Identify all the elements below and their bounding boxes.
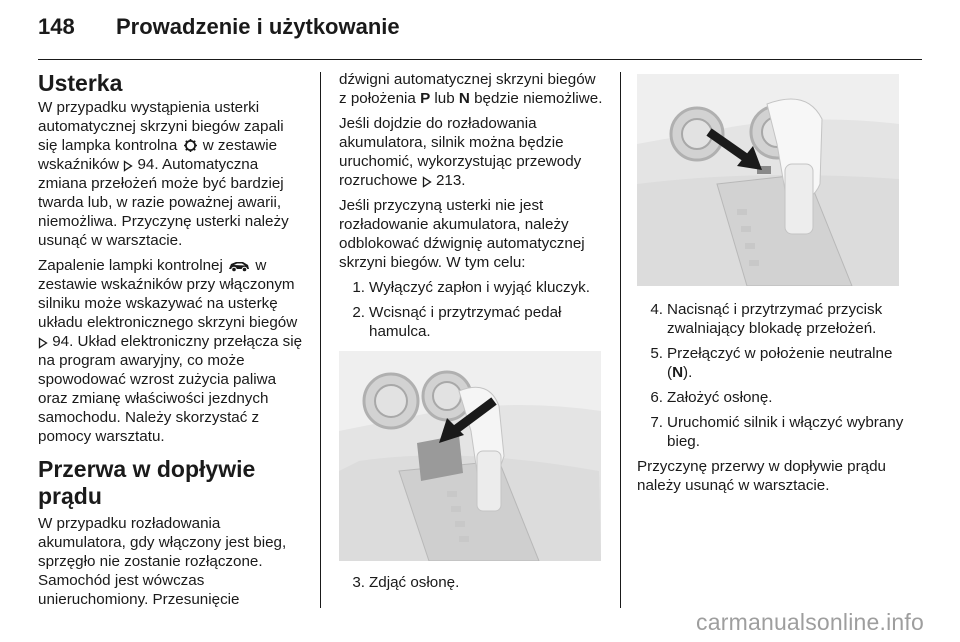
list-item: 3. Zdjąć osłonę. — [352, 574, 460, 591]
column-1 — [38, 70, 306, 615]
steps-list-2 — [339, 573, 607, 592]
page-title: Prowadzenie i użytkowanie — [116, 14, 400, 39]
list-item: 5. Przełączyć w położenie neutralne (N). — [650, 345, 893, 381]
header-rule — [38, 59, 922, 60]
page-number: 148 — [38, 14, 75, 39]
paragraph-dzwignia: dźwigni automatycznej skrzyni biegów z położenia P lub N będzie niemożliwe. — [339, 71, 603, 107]
paragraph-usterka-1: W przypadku wystąpienia usterki automatycznej skrzyni biegów zapali się lampka kontrolna w zestawie wskaźników 94. Automatyczna zmiana przełożeń może być bardziej twarda lub, w razie poważnej awarii, niemożliwa. Przyczynę usterki należy usunąć w warsztacie. — [38, 99, 289, 249]
page-reference-triangle-icon — [422, 176, 432, 188]
page-reference-triangle-icon — [38, 337, 48, 349]
list-item: 7. Uruchomić silnik i włączyć wybrany bieg. — [650, 414, 904, 450]
gear-warning-icon — [182, 138, 199, 153]
list-item: 6. Założyć osłonę. — [650, 389, 773, 406]
paragraph-akumulator: Jeśli dojdzie do rozładowania akumulatora, silnik można będzie uruchomić, wykorzystując przewody rozruchowe 213. — [339, 115, 582, 189]
steps-list-1 — [339, 278, 607, 341]
page-reference-triangle-icon — [123, 160, 133, 172]
list-item: 4. Nacisnąć i przytrzymać przycisk zwalniający blokadę przełożeń. — [650, 301, 883, 337]
paragraph-usterka-2: Zapalenie lampki kontrolnej w zestawie wskaźników przy włączonym silniku może wskazywać na usterkę układu elektronicznego skrzyni biegów 94. Układ elektroniczny przełącza się na program awaryjny, co może spowodować wzrost zużycia paliwa oraz zmianę właściwości jezdnych samochodu. Należy skorzystać z pomocy warsztatu. — [38, 257, 303, 445]
list-item: 2. Wcisnąć i przytrzymać pedał hamulca. — [352, 304, 562, 340]
column-divider-2 — [620, 72, 621, 608]
paragraph-przyczyna: Przyczynę przerwy w dopływie prądu należy usunąć w warsztacie. — [637, 458, 886, 494]
column-3 — [637, 74, 905, 501]
watermark: carmanualsonline.info — [696, 609, 924, 635]
list-item: 1. Wyłączyć zapłon i wyjąć kluczyk. — [352, 279, 590, 296]
section-heading-przerwa: Przerwa w dopływie prądu — [38, 456, 256, 509]
paragraph-przerwa: W przypadku rozładowania akumulatora, gdy włączony jest bieg, sprzęgło nie zostanie rozłączone. Samochód jest wówczas unieruchomiony. Przesunięcie — [38, 515, 287, 608]
car-engine-icon — [227, 259, 251, 273]
steps-list-3 — [637, 300, 905, 451]
paragraph-odblokowanie: Jeśli przyczyną usterki nie jest rozładowanie akumulatora, należy odblokować dźwignię automatycznej skrzyni biegów. W tym celu: — [339, 197, 585, 271]
gear-selector-cover-illustration — [339, 351, 601, 561]
section-heading-usterka: Usterka — [38, 70, 123, 96]
page-header — [38, 14, 400, 40]
column-divider-1 — [320, 72, 321, 608]
column-2 — [339, 70, 607, 598]
gear-selector-release-button-illustration — [637, 74, 899, 286]
